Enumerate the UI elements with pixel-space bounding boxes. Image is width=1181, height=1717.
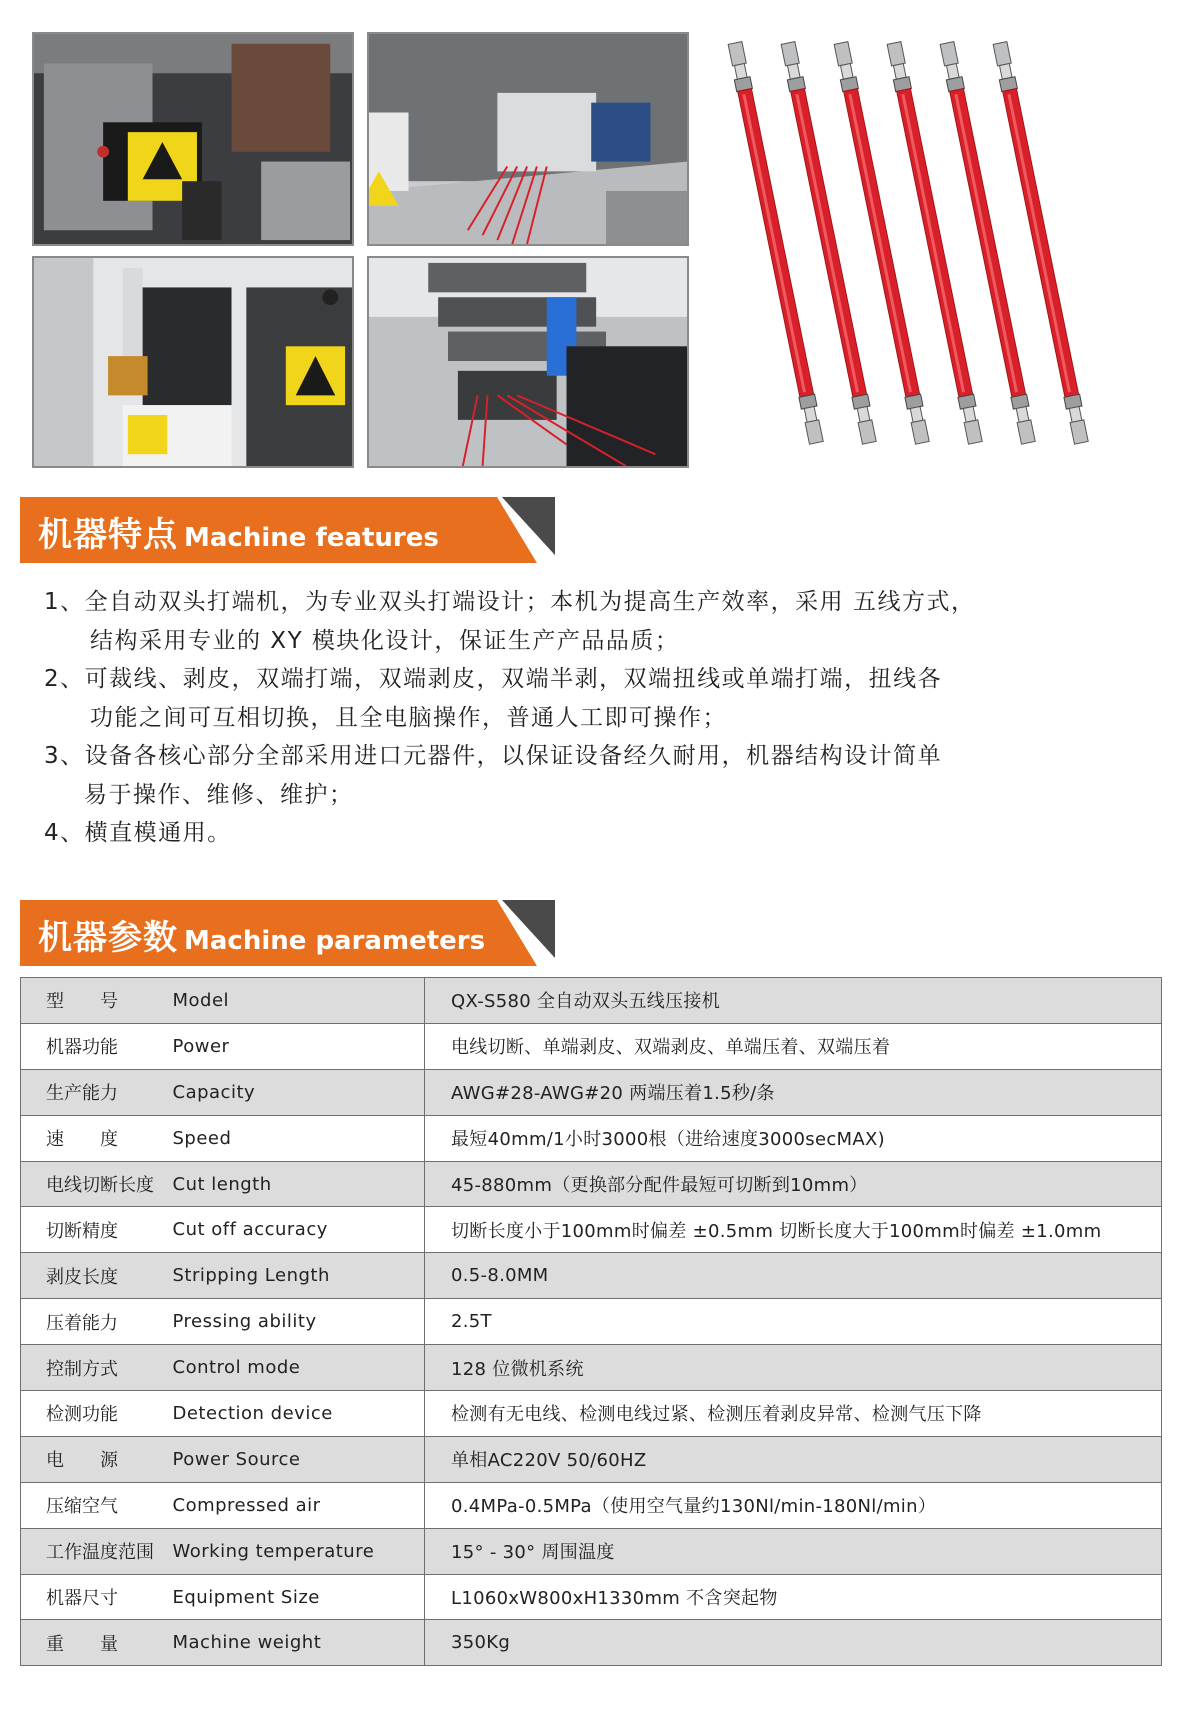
param-label-en: Model: [173, 978, 425, 1024]
param-label-zh: 电线切断长度: [21, 1161, 173, 1207]
param-label-zh: 机器尺寸: [21, 1574, 173, 1620]
param-row: [21, 1023, 1162, 1069]
param-row: [21, 1391, 1162, 1437]
param-label-en: Power: [173, 1023, 425, 1069]
feature-line: 结构采用专业的 XY 模块化设计，保证生产产品品质；: [90, 627, 680, 654]
param-label-en: Stripping Length: [173, 1253, 425, 1299]
param-label-en: Compressed air: [173, 1482, 425, 1528]
param-label-zh: 工作温度范围: [21, 1528, 173, 1574]
param-label-zh: 压着能力: [21, 1299, 173, 1345]
wire-3: [833, 41, 930, 444]
param-row: [21, 1620, 1162, 1666]
param-row: [21, 1115, 1162, 1161]
param-label-en: Pressing ability: [173, 1299, 425, 1345]
features-list: [44, 583, 1154, 853]
param-label-zh: 压缩空气: [21, 1482, 173, 1528]
param-label-en: Power Source: [173, 1436, 425, 1482]
feature-line: 2、可裁线、剥皮，双端打端，双端剥皮，双端半剥，双端扭线或单端打端，扭线各: [44, 666, 943, 692]
parameters-title-en: Machine parameters: [184, 926, 486, 956]
param-value: AWG#28-AWG#20 两端压着1.5秒/条: [425, 1069, 1162, 1115]
feature-line: 易于操作、维修、维护；: [84, 781, 354, 808]
param-row: [21, 1207, 1162, 1253]
param-label-en: Detection device: [173, 1391, 425, 1437]
param-value: 128 位微机系统: [425, 1345, 1162, 1391]
param-value: 45-880mm（更换部分配件最短可切断到10mm）: [425, 1161, 1162, 1207]
param-label-zh: 切断精度: [21, 1207, 173, 1253]
feature-line: 3、设备各核心部分全部采用进口元器件，以保证设备经久耐用，机器结构设计简单: [44, 743, 943, 769]
parameters-title-zh: 机器参数: [38, 918, 178, 958]
param-label-en: Control mode: [173, 1345, 425, 1391]
features-title-zh: 机器特点: [38, 515, 178, 555]
wire-harness-illustration: [715, 35, 1165, 465]
param-label-zh: 机器功能: [21, 1023, 173, 1069]
param-label-en: Machine weight: [173, 1620, 425, 1666]
param-value: 单相AC220V 50/60HZ: [425, 1436, 1162, 1482]
features-header: [20, 497, 555, 563]
param-row: [21, 1482, 1162, 1528]
param-value: 0.4MPa-0.5MPa（使用空气量约130Nl/min-180Nl/min）: [425, 1482, 1162, 1528]
features-title-en: Machine features: [184, 523, 439, 553]
param-label-en: Cut off accuracy: [173, 1207, 425, 1253]
wire-1: [727, 41, 824, 444]
feature-line: 功能之间可互相切换，且全电脑操作，普通人工即可操作；: [90, 704, 727, 731]
param-label-en: Working temperature: [173, 1528, 425, 1574]
param-row: [21, 1574, 1162, 1620]
feature-line: 4、横直模通用。: [44, 820, 232, 846]
param-row: [21, 978, 1162, 1024]
feature-item: [44, 814, 1154, 853]
param-label-zh: 重量: [21, 1620, 173, 1666]
param-label-zh: 检测功能: [21, 1391, 173, 1437]
param-row: [21, 1299, 1162, 1345]
param-value: 检测有无电线、检测电线过紧、检测压着剥皮异常、检测气压下降: [425, 1391, 1162, 1437]
feature-item: [44, 737, 1154, 814]
param-label-zh: 生产能力: [21, 1069, 173, 1115]
param-label-en: Equipment Size: [173, 1574, 425, 1620]
param-value: 切断长度小于100mm时偏差 ±0.5mm 切断长度大于100mm时偏差 ±1.0mm: [425, 1207, 1162, 1253]
feature-item: [44, 583, 1154, 660]
param-row: [21, 1161, 1162, 1207]
wire-5: [939, 41, 1036, 444]
param-row: [21, 1253, 1162, 1299]
param-label-zh: 剥皮长度: [21, 1253, 173, 1299]
param-label-zh: 电源: [21, 1436, 173, 1482]
param-row: [21, 1436, 1162, 1482]
machine-photo-1: [32, 32, 354, 246]
machine-photo-4: [367, 256, 689, 468]
param-label-en: Cut length: [173, 1161, 425, 1207]
param-value: 15° - 30° 周围温度: [425, 1528, 1162, 1574]
param-value: QX-S580 全自动双头五线压接机: [425, 978, 1162, 1024]
param-row: [21, 1069, 1162, 1115]
param-row: [21, 1528, 1162, 1574]
parameters-header: [20, 900, 555, 966]
machine-photo-3: [32, 256, 354, 468]
feature-item: [44, 660, 1154, 737]
wire-2: [780, 41, 877, 444]
param-row: [21, 1345, 1162, 1391]
param-label-zh: 控制方式: [21, 1345, 173, 1391]
param-value: 0.5-8.0MM: [425, 1253, 1162, 1299]
machine-photo-2: [367, 32, 689, 246]
parameters-table: [20, 977, 1162, 1666]
param-value: 最短40mm/1小时3000根（进给速度3000secMAX): [425, 1115, 1162, 1161]
wire-4: [886, 41, 983, 444]
param-value: L1060xW800xH1330mm 不含突起物: [425, 1574, 1162, 1620]
feature-line: 1、全自动双头打端机，为专业双头打端设计；本机为提高生产效率，采用 五线方式，: [44, 589, 976, 615]
param-label-en: Capacity: [173, 1069, 425, 1115]
param-value: 350Kg: [425, 1620, 1162, 1666]
param-value: 电线切断、单端剥皮、双端剥皮、单端压着、双端压着: [425, 1023, 1162, 1069]
param-label-en: Speed: [173, 1115, 425, 1161]
param-value: 2.5T: [425, 1299, 1162, 1345]
wire-6: [992, 41, 1089, 444]
param-label-zh: 型号: [21, 978, 173, 1024]
param-label-zh: 速度: [21, 1115, 173, 1161]
